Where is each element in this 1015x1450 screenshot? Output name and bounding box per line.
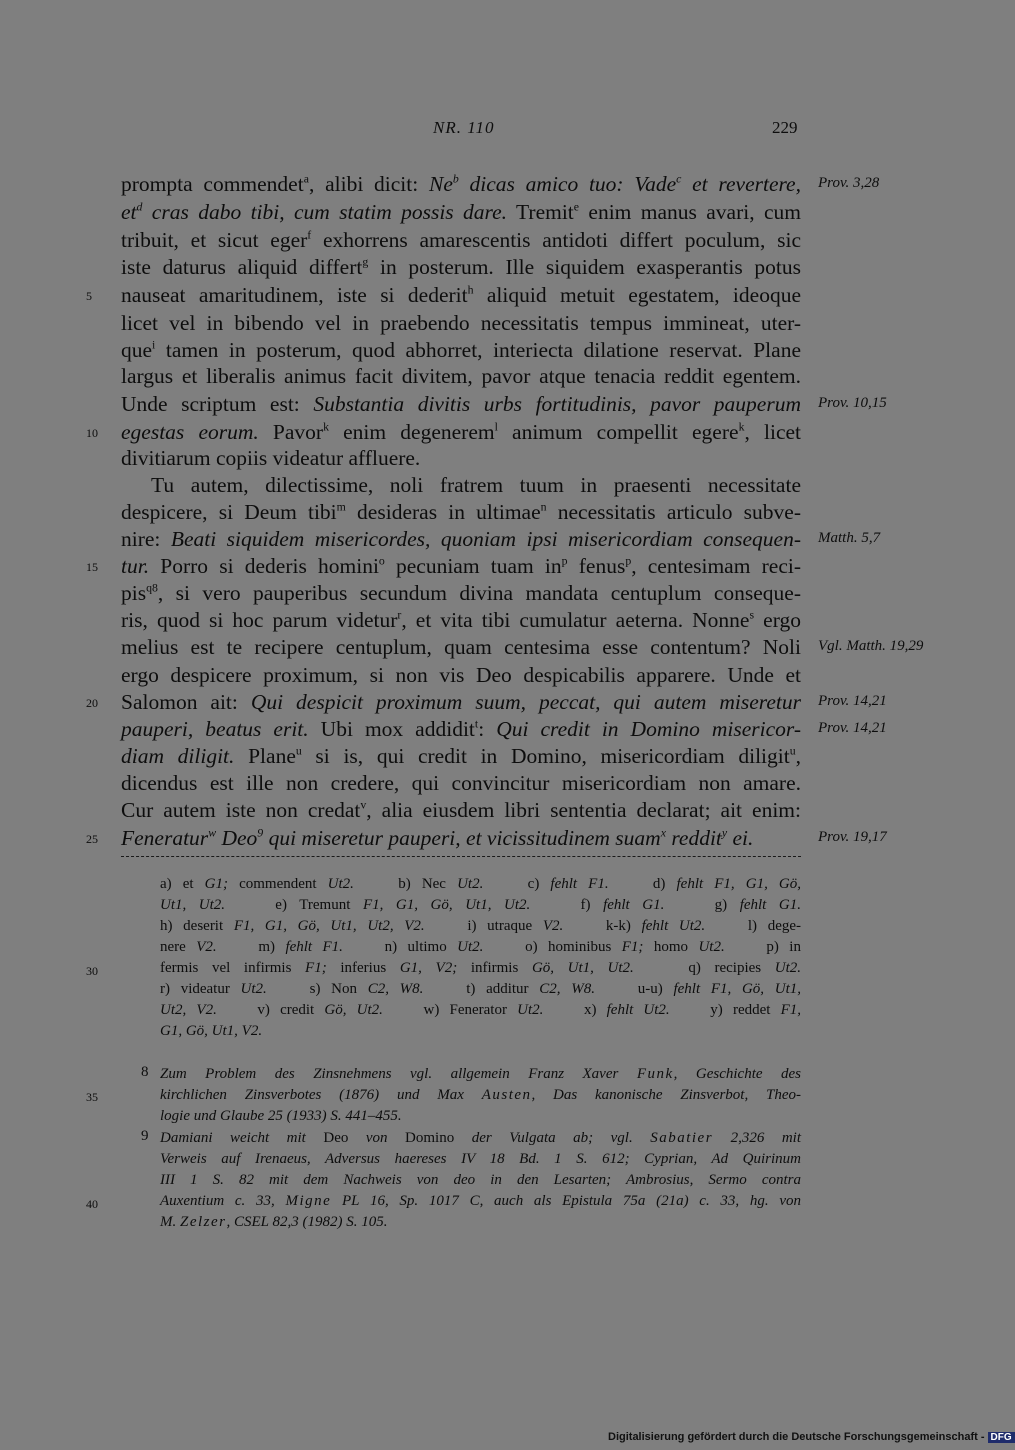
text-line: egestas eorum. Pavor$^k$ enim degenerem$^l$ animum compellit egere$^k$, licet bbox=[121, 419, 802, 444]
text-line: Tu autem, dilectissime, noli fratrem tuum in praesenti necessitate bbox=[151, 473, 801, 497]
apparatus-line: nere V2. m) fehlt F1. n) ultimo Ut2. o) hominibus F1; homo Ut2. p) in bbox=[160, 939, 801, 955]
footnote-line: logie und Glaube 25 (1933) S. 441–455. bbox=[160, 1108, 402, 1124]
text-line: Unde scriptum est: Substantia divitis urbs fortitudinis, pavor pauperum bbox=[121, 392, 801, 416]
margin-reference: Vgl. Matth. 19,29 bbox=[818, 638, 924, 654]
text-line: pis$^{q8}$, si vero pauperibus secundum divina mandata centuplum conseque- bbox=[121, 580, 801, 605]
margin-reference: Prov. 14,21 bbox=[818, 693, 887, 709]
text-line: melius est te recipere centuplum, quam centesima esse contentum? Noli bbox=[121, 635, 801, 659]
text-line: Cur autem iste non credat$^v$, alia eiusdem libri sententia declarat; ait enim: bbox=[121, 797, 801, 822]
footnote-line: kirchlichen Zinsverbotes (1876) und Max Austen, Das kanonische Zinsverbot, Theo- bbox=[160, 1087, 801, 1103]
text-line: $et^d$ cras dabo tibi, cum statim possis dare. Tremit$^e$ enim manus avari, cum bbox=[121, 199, 801, 224]
footnote-number: 8 bbox=[141, 1064, 149, 1080]
text-line: tur. Porro si dederis homini$^o$ pecuniam tuam $in^p$ fenus$^p$, centesimam reci- bbox=[121, 553, 802, 578]
text-line: tribuit, et sicut eger$^f$ exhorrens amarescentis antidoti differt poculum, sic bbox=[121, 227, 801, 252]
margin-reference: Prov. 10,15 bbox=[818, 395, 887, 411]
line-number: 40 bbox=[86, 1197, 98, 1211]
apparatus-separator bbox=[121, 856, 801, 857]
footnote-line: Damiani weicht mit Deo von Domino der Vulgata ab; vgl. Sabatier 2,326 mit bbox=[160, 1130, 801, 1146]
line-number: 10 bbox=[86, 426, 98, 440]
text-line: Feneratur$^w$ Deo$^9$ qui miseretur pauperi, et vicissitudinem suam$^x$ reddit$^y$ ei. bbox=[121, 825, 754, 850]
apparatus-line: h) deserit F1, G1, Gö, Ut1, Ut2, V2. i) utraque V2. k-k) fehlt Ut2. l) dege- bbox=[160, 918, 802, 934]
apparatus-line: fermis vel infirmis F1; inferius G1, V2; infirmis Gö, Ut1, Ut2. q) recipies Ut2. bbox=[160, 960, 801, 976]
text-line: prompta commendet$^a$, alibi dicit: Ne$^b$ dicas amico tuo: Vade$^c$ et revertere, bbox=[121, 171, 801, 196]
running-header-number: NR. 110 bbox=[433, 118, 495, 137]
footnote-line: Auxentium c. 33, Migne PL 16, Sp. 1017 C, auch als Epistula 75a (21a) c. 33, hg. von bbox=[160, 1193, 801, 1209]
text-line: largus et liberalis animus facit divitem, pavor atque tenacia reddit egentem. bbox=[121, 364, 801, 388]
margin-reference: Prov. 14,21 bbox=[818, 720, 887, 736]
page-number: 229 bbox=[772, 118, 798, 137]
line-number: 20 bbox=[86, 696, 98, 710]
footer-text: Digitalisierung gefördert durch die Deutsche Forschungsgemeinschaft - bbox=[608, 1431, 985, 1443]
text-line: ris, quod si hoc parum videtur$^r$, et vita tibi cumulatur aeterna. Nonne$^s$ ergo bbox=[121, 607, 801, 632]
dfg-logo: DFG bbox=[988, 1432, 1015, 1443]
text-line: nire: Beati siquidem misericordes, quoniam ipsi misericordiam consequen- bbox=[121, 527, 801, 551]
text-line: que$^i$ tamen in posterum, quod abhorret, interiecta dilatione reservat. Plane bbox=[121, 337, 801, 362]
line-number: 25 bbox=[86, 832, 98, 846]
footnote-line: III 1 S. 82 mit dem Nachweis von deo in den Lesarten; Ambrosius, Sermo contra bbox=[160, 1172, 801, 1188]
text-line: divitiarum copiis videatur affluere. bbox=[121, 446, 421, 470]
text-line: pauperi, beatus erit. Ubi mox addidit$^t$: Qui credit in Domino misericor- bbox=[121, 716, 801, 741]
line-number: 15 bbox=[86, 560, 98, 574]
line-number: 30 bbox=[86, 964, 98, 978]
margin-reference: Matth. 5,7 bbox=[818, 530, 881, 546]
text-line: diam diligit. Plane$^u$ si is, qui credit in Domino, misericordiam diligit$^u$, bbox=[121, 743, 801, 768]
line-number: 5 bbox=[86, 289, 92, 303]
apparatus-line: G1, Gö, Ut1, V2. bbox=[160, 1023, 263, 1039]
text-line: Salomon ait: Qui despicit proximum suum, peccat, qui autem miseretur bbox=[121, 690, 801, 714]
apparatus-line: Ut2, V2. v) credit Gö, Ut2. w) Fenerator Ut2. x) fehlt Ut2. y) reddet F1, bbox=[160, 1002, 801, 1018]
text-line: licet vel in bibendo vel in praebendo necessitatis tempus immineat, uter- bbox=[121, 311, 801, 335]
apparatus-line: r) videatur Ut2. s) Non C2, W8. t) additur C2, W8. u-u) fehlt F1, Gö, Ut1, bbox=[160, 981, 801, 997]
text-line: ergo despicere proximum, si non vis Deo despicabilis apparere. Unde et bbox=[121, 663, 801, 687]
footnote-line: Zum Problem des Zinsnehmens vgl. allgemein Franz Xaver Funk, Geschichte des bbox=[160, 1066, 801, 1082]
text-line: iste daturus aliquid differt$^g$ in posterum. Ille siquidem exasperantis potus bbox=[121, 254, 801, 279]
apparatus-line: Ut1, Ut2. e) Tremunt F1, G1, Gö, Ut1, Ut2. f) fehlt G1. g) fehlt G1. bbox=[160, 897, 801, 913]
funding-footer bbox=[608, 1431, 1015, 1443]
margin-reference: Prov. 19,17 bbox=[818, 829, 887, 845]
footnote-line: M. Zelzer, CSEL 82,3 (1982) S. 105. bbox=[160, 1214, 388, 1230]
text-line: nauseat amaritudinem, iste si dederit$^h$ aliquid metuit egestatem, ideoque bbox=[121, 282, 801, 307]
footnote-number: 9 bbox=[141, 1128, 149, 1144]
line-number: 35 bbox=[86, 1090, 98, 1104]
text-line: dicendus est ille non credere, qui convincitur misericordiam non amare. bbox=[121, 771, 801, 795]
apparatus-line: a) et G1; commendent Ut2. b) Nec Ut2. c) fehlt F1. d) fehlt F1, G1, Gö, bbox=[160, 876, 802, 892]
margin-reference: Prov. 3,28 bbox=[818, 175, 880, 191]
text-line: despicere, si Deum tibi$^m$ desideras in ultimae$^n$ necessitatis articulo subve- bbox=[121, 499, 802, 524]
footnote-line: Verweis auf Irenaeus, Adversus haereses IV 18 Bd. 1 S. 612; Cyprian, Ad Quirinum bbox=[160, 1151, 801, 1167]
